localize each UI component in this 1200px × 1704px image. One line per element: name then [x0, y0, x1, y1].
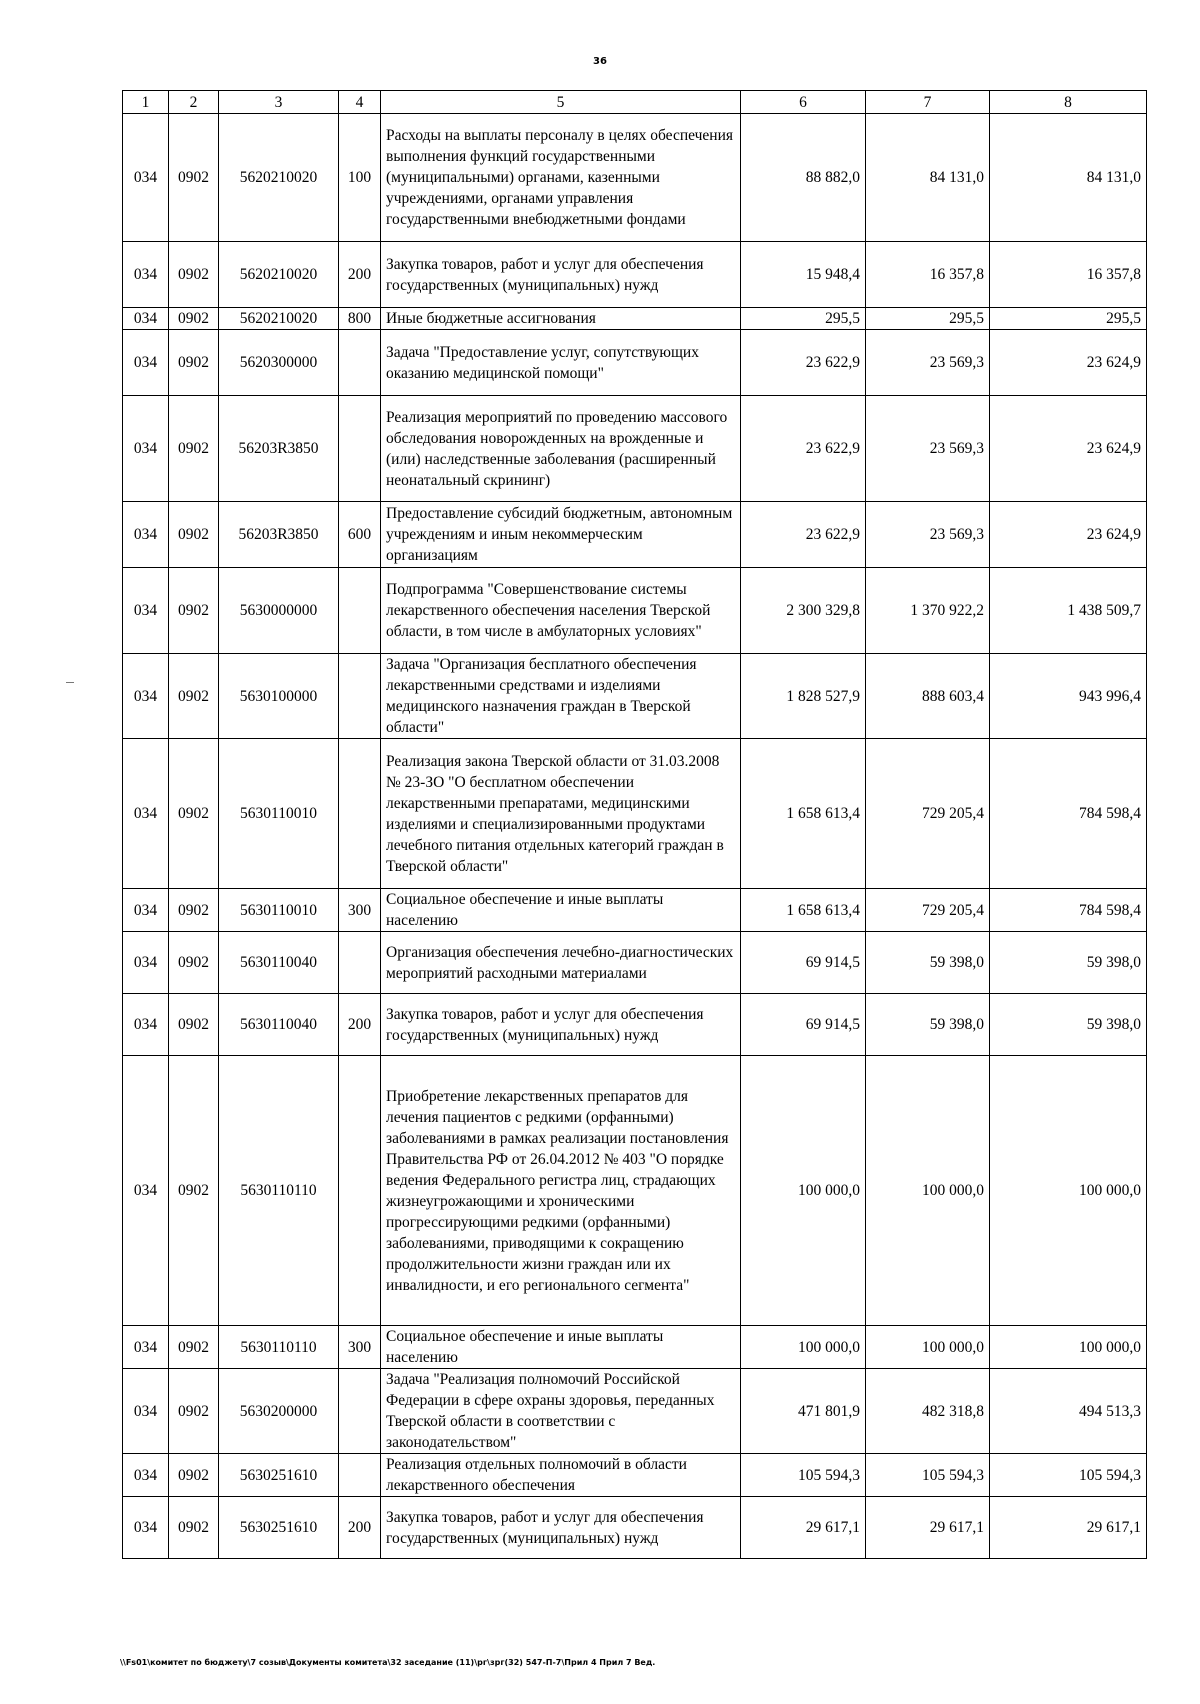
section-code-cell: 0902 — [169, 396, 219, 502]
amount-col8-cell: 295,5 — [990, 308, 1147, 330]
description-cell: Задача "Предоставление услуг, сопутствующих оказанию медицинской помощи" — [381, 330, 741, 396]
amount-col6-cell: 15 948,4 — [741, 242, 866, 308]
expense-type-cell — [339, 932, 381, 994]
table-row — [123, 994, 1147, 1056]
expense-type-cell — [339, 654, 381, 739]
table-row — [123, 739, 1147, 889]
amount-col8-cell: 784 598,4 — [990, 889, 1147, 932]
description-cell: Реализация отдельных полномочий в области лекарственного обеспечения — [381, 1454, 741, 1497]
column-header: 6 — [741, 91, 866, 114]
section-code-cell: 0902 — [169, 114, 219, 242]
ministry-code-cell: 034 — [123, 502, 169, 568]
column-header: 7 — [866, 91, 990, 114]
amount-col7-cell: 23 569,3 — [866, 502, 990, 568]
section-code-cell: 0902 — [169, 242, 219, 308]
section-code-cell: 0902 — [169, 1369, 219, 1454]
expense-type-cell: 200 — [339, 994, 381, 1056]
section-code-cell: 0902 — [169, 1056, 219, 1326]
description-cell: Предоставление субсидий бюджетным, автономным учреждениям и иным некоммерческим организациям — [381, 502, 741, 568]
expense-type-cell — [339, 568, 381, 654]
table-row — [123, 1369, 1147, 1454]
target-article-cell: 5620210020 — [219, 242, 339, 308]
table-row — [123, 932, 1147, 994]
ministry-code-cell: 034 — [123, 932, 169, 994]
section-code-cell: 0902 — [169, 1497, 219, 1559]
target-article-cell: 5630110040 — [219, 932, 339, 994]
amount-col8-cell: 1 438 509,7 — [990, 568, 1147, 654]
target-article-cell: 5630110010 — [219, 889, 339, 932]
expense-type-cell: 300 — [339, 1326, 381, 1369]
margin-mark — [66, 682, 74, 683]
amount-col6-cell: 23 622,9 — [741, 330, 866, 396]
amount-col7-cell: 729 205,4 — [866, 739, 990, 889]
target-article-cell: 5630000000 — [219, 568, 339, 654]
target-article-cell: 5630110010 — [219, 739, 339, 889]
amount-col8-cell: 16 357,8 — [990, 242, 1147, 308]
amount-col7-cell: 23 569,3 — [866, 396, 990, 502]
amount-col6-cell: 100 000,0 — [741, 1326, 866, 1369]
amount-col8-cell: 100 000,0 — [990, 1326, 1147, 1369]
section-code-cell: 0902 — [169, 889, 219, 932]
amount-col7-cell: 59 398,0 — [866, 932, 990, 994]
description-cell: Расходы на выплаты персоналу в целях обеспечения выполнения функций государственными (муниципальными) органами, казенными учреждениями, органами управления государственными внебюджетными фондами — [381, 114, 741, 242]
section-code-cell: 0902 — [169, 308, 219, 330]
section-code-cell: 0902 — [169, 994, 219, 1056]
expense-type-cell: 100 — [339, 114, 381, 242]
page-number: 36 — [593, 56, 607, 67]
amount-col7-cell: 100 000,0 — [866, 1056, 990, 1326]
ministry-code-cell: 034 — [123, 1497, 169, 1559]
description-cell: Социальное обеспечение и иные выплаты населению — [381, 1326, 741, 1369]
section-code-cell: 0902 — [169, 502, 219, 568]
section-code-cell: 0902 — [169, 330, 219, 396]
ministry-code-cell: 034 — [123, 1454, 169, 1497]
column-header: 3 — [219, 91, 339, 114]
amount-col6-cell: 100 000,0 — [741, 1056, 866, 1326]
ministry-code-cell: 034 — [123, 739, 169, 889]
amount-col7-cell: 295,5 — [866, 308, 990, 330]
expense-type-cell: 200 — [339, 1497, 381, 1559]
table-row — [123, 889, 1147, 932]
amount-col8-cell: 100 000,0 — [990, 1056, 1147, 1326]
amount-col6-cell: 105 594,3 — [741, 1454, 866, 1497]
amount-col8-cell: 784 598,4 — [990, 739, 1147, 889]
target-article-cell: 5620210020 — [219, 308, 339, 330]
expense-type-cell — [339, 739, 381, 889]
table-row — [123, 114, 1147, 242]
column-header: 8 — [990, 91, 1147, 114]
header-row — [123, 91, 1147, 114]
expense-type-cell — [339, 1056, 381, 1326]
amount-col7-cell: 16 357,8 — [866, 242, 990, 308]
amount-col7-cell: 29 617,1 — [866, 1497, 990, 1559]
table-row — [123, 242, 1147, 308]
description-cell: Приобретение лекарственных препаратов для лечения пациентов с редкими (орфанными) заболеваниями в рамках реализации постановления Правительства РФ от 26.04.2012 № 403 "О порядке ведения Федерального регистра лиц, страдающих жизнеугрожающими и хроническими прогрессирующими редкими (орфанными) заболеваниями, приводящими к сокращению продолжительности жизни граждан или их инвалидности, и его регионального сегмента" — [381, 1056, 741, 1326]
table-row — [123, 396, 1147, 502]
column-header: 4 — [339, 91, 381, 114]
amount-col6-cell: 1 658 613,4 — [741, 889, 866, 932]
amount-col6-cell: 23 622,9 — [741, 396, 866, 502]
target-article-cell: 56203R3850 — [219, 396, 339, 502]
description-cell: Закупка товаров, работ и услуг для обеспечения государственных (муниципальных) нужд — [381, 994, 741, 1056]
ministry-code-cell: 034 — [123, 889, 169, 932]
amount-col6-cell: 88 882,0 — [741, 114, 866, 242]
target-article-cell: 56203R3850 — [219, 502, 339, 568]
expense-type-cell: 300 — [339, 889, 381, 932]
amount-col8-cell: 943 996,4 — [990, 654, 1147, 739]
amount-col8-cell: 29 617,1 — [990, 1497, 1147, 1559]
column-header: 2 — [169, 91, 219, 114]
amount-col7-cell: 105 594,3 — [866, 1454, 990, 1497]
section-code-cell: 0902 — [169, 654, 219, 739]
ministry-code-cell: 034 — [123, 1369, 169, 1454]
amount-col6-cell: 471 801,9 — [741, 1369, 866, 1454]
ministry-code-cell: 034 — [123, 654, 169, 739]
amount-col8-cell: 494 513,3 — [990, 1369, 1147, 1454]
table-row — [123, 654, 1147, 739]
file-path-footer: \\Fs01\комитет по бюджету\7 созыв\Документы комитета\32 заседание (11)\рг\зрг(32) 547-П-7\Прил 4 Прил 7 Вед. — [120, 1658, 656, 1667]
amount-col8-cell: 59 398,0 — [990, 932, 1147, 994]
description-cell: Подпрограмма "Совершенствование системы лекарственного обеспечения населения Тверской области, в том числе в амбулаторных условиях" — [381, 568, 741, 654]
ministry-code-cell: 034 — [123, 1326, 169, 1369]
table-row — [123, 502, 1147, 568]
ministry-code-cell: 034 — [123, 1056, 169, 1326]
column-header: 1 — [123, 91, 169, 114]
table-row — [123, 1326, 1147, 1369]
amount-col7-cell: 84 131,0 — [866, 114, 990, 242]
amount-col6-cell: 69 914,5 — [741, 932, 866, 994]
ministry-code-cell: 034 — [123, 308, 169, 330]
section-code-cell: 0902 — [169, 932, 219, 994]
ministry-code-cell: 034 — [123, 994, 169, 1056]
description-cell: Закупка товаров, работ и услуг для обеспечения государственных (муниципальных) нужд — [381, 1497, 741, 1559]
expense-type-cell: 800 — [339, 308, 381, 330]
section-code-cell: 0902 — [169, 739, 219, 889]
amount-col7-cell: 482 318,8 — [866, 1369, 990, 1454]
target-article-cell: 5630251610 — [219, 1497, 339, 1559]
amount-col7-cell: 729 205,4 — [866, 889, 990, 932]
section-code-cell: 0902 — [169, 568, 219, 654]
amount-col7-cell: 59 398,0 — [866, 994, 990, 1056]
amount-col8-cell: 23 624,9 — [990, 330, 1147, 396]
amount-col7-cell: 1 370 922,2 — [866, 568, 990, 654]
table-row — [123, 1056, 1147, 1326]
section-code-cell: 0902 — [169, 1454, 219, 1497]
description-cell: Реализация закона Тверской области от 31.03.2008 № 23-ЗО "О бесплатном обеспечении лекарственными препаратами, медицинскими изделиями и специализированными продуктами лечебного питания отдельных категорий граждан в Тверской области" — [381, 739, 741, 889]
ministry-code-cell: 034 — [123, 396, 169, 502]
description-cell: Реализация мероприятий по проведению массового обследования новорожденных на врожденные и (или) наследственные заболевания (расширенный неонатальный скрининг) — [381, 396, 741, 502]
amount-col7-cell: 23 569,3 — [866, 330, 990, 396]
target-article-cell: 5630110040 — [219, 994, 339, 1056]
description-cell: Иные бюджетные ассигнования — [381, 308, 741, 330]
table-row — [123, 568, 1147, 654]
ministry-code-cell: 034 — [123, 242, 169, 308]
target-article-cell: 5620210020 — [219, 114, 339, 242]
table-row — [123, 330, 1147, 396]
amount-col8-cell: 59 398,0 — [990, 994, 1147, 1056]
amount-col6-cell: 295,5 — [741, 308, 866, 330]
amount-col6-cell: 1 658 613,4 — [741, 739, 866, 889]
amount-col7-cell: 100 000,0 — [866, 1326, 990, 1369]
expense-type-cell — [339, 1369, 381, 1454]
description-cell: Закупка товаров, работ и услуг для обеспечения государственных (муниципальных) нужд — [381, 242, 741, 308]
table-row — [123, 1497, 1147, 1559]
expense-type-cell: 600 — [339, 502, 381, 568]
expense-type-cell — [339, 330, 381, 396]
description-cell: Организация обеспечения лечебно-диагностических мероприятий расходными материалами — [381, 932, 741, 994]
target-article-cell: 5630110110 — [219, 1326, 339, 1369]
description-cell: Задача "Реализация полномочий Российской Федерации в сфере охраны здоровья, переданных Тверской области в соответствии с законодательством" — [381, 1369, 741, 1454]
amount-col8-cell: 23 624,9 — [990, 396, 1147, 502]
ministry-code-cell: 034 — [123, 330, 169, 396]
amount-col6-cell: 69 914,5 — [741, 994, 866, 1056]
section-code-cell: 0902 — [169, 1326, 219, 1369]
expense-type-cell: 200 — [339, 242, 381, 308]
expense-type-cell — [339, 1454, 381, 1497]
description-cell: Социальное обеспечение и иные выплаты населению — [381, 889, 741, 932]
target-article-cell: 5630200000 — [219, 1369, 339, 1454]
target-article-cell: 5630100000 — [219, 654, 339, 739]
target-article-cell: 5630110110 — [219, 1056, 339, 1326]
description-cell: Задача "Организация бесплатного обеспечения лекарственными средствами и изделиями медицинского назначения граждан в Тверской области" — [381, 654, 741, 739]
amount-col6-cell: 2 300 329,8 — [741, 568, 866, 654]
table-row — [123, 1454, 1147, 1497]
budget-table — [122, 90, 1147, 1559]
amount-col6-cell: 23 622,9 — [741, 502, 866, 568]
expense-type-cell — [339, 396, 381, 502]
ministry-code-cell: 034 — [123, 114, 169, 242]
amount-col6-cell: 1 828 527,9 — [741, 654, 866, 739]
column-header: 5 — [381, 91, 741, 114]
target-article-cell: 5630251610 — [219, 1454, 339, 1497]
amount-col8-cell: 105 594,3 — [990, 1454, 1147, 1497]
ministry-code-cell: 034 — [123, 568, 169, 654]
table-row — [123, 308, 1147, 330]
amount-col6-cell: 29 617,1 — [741, 1497, 866, 1559]
amount-col8-cell: 23 624,9 — [990, 502, 1147, 568]
target-article-cell: 5620300000 — [219, 330, 339, 396]
amount-col7-cell: 888 603,4 — [866, 654, 990, 739]
amount-col8-cell: 84 131,0 — [990, 114, 1147, 242]
